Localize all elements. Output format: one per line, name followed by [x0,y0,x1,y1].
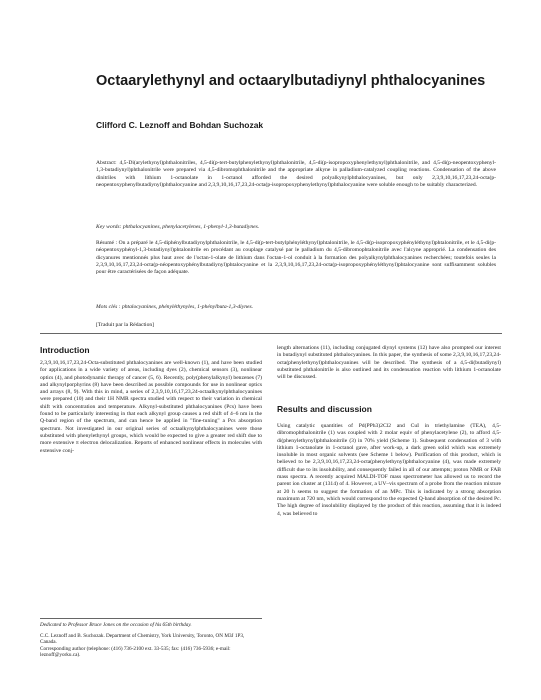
translation-note: [Traduit par la Rédaction] [96,322,155,328]
footnote-affiliation: C.C. Leznoff and B. Suchozak. Department of Chemistry, York University, Toronto, ON M3J 1P3, Canada. [40,632,245,646]
introduction-heading: Introduction [40,345,90,355]
results-heading: Results and discussion [277,404,372,414]
right-column-continuation: length alternations (11), including conjugated diynyl systems (12) have also prompted our interest in butadiynyl substituted phthalocyanines. In this paper, the synthesis of some 2,3,9,10,16,17,23,24-octa(phenylethynyl)phthalocyanines will be described. The synthesis of a 4,5-di(butadiynyl) substituted phthalonitrile is also outlined and its condensation reaction with lithium 1-octanolate will be discussed. [277,345,501,381]
footnote-dedication: Dedicated to Professor Bruce Jones on the occasion of his 65th birthday. [40,622,192,628]
keywords: Key words: phthalocyanines, phenylacetylenes, 1-phenyl-1,3-butadiynes. [96,224,260,230]
paper-authors: Clifford C. Leznoff and Bohdan Suchozak [96,120,264,130]
footnote-corresponding: Corresponding author (telephone: (416) 736-2100 ext. 33-535; fax: (416) 736-5936; e-mail: leznoff@yorku.ca). [40,645,231,659]
introduction-text: 2,3,9,10,16,17,23,24-Octa-substituted phthalocyanines are well-known (1), and have been studied for applications in a wide variety of areas, including dyes (2), chemical sensors (3), nonlinear optics (4), and photodynamic therapy of cancer (5, 6). Recently, poly(phenylalkynyl) benzenes (7) and alkynylporphyrins (8) have been described as possible compounds for use in nonlinear optics and arrays (8, 9). With this in mind, a series of 2,3,9,10,16,17,23,24-octaalkynylphthalocyanines were prepared (10) and their 1H NMR spectra studied with respect to their variation in chemical shift with concentration and temperature. Alkynyl-substituted phthalocyanines (Pcs) have been found to be particularly interesting in that each alkynyl group causes a red shift of 4–6 nm in the Q-band region of the spectrum, and can hence be applied in "fine-tuning" a Pcs absorption spectrum. Not investigated in our original series of octaalkynylphthalocyanines were those substituted with phenylethynyl groups, which would be expected to give a greater red shift due to more extensive π electron delocalization. Reports of enhanced nonlinear effects in molecules with extensive conj- [40,360,262,454]
paper-title: Octaarylethynyl and octaarylbutadiynyl phthalocyanines [96,73,486,89]
results-text: Using catalytic quantities of Pd(PPh3)2Cl2 and CuI in triethylamine (TEA), 4,5-dibromophthalonitrile (1) was coupled with 2 molar equiv of phenylacetylene (2), to afford 4,5-di(phenylethynyl)phthalonitrile (3) in 70% yield (Scheme 1). Subsequent condensation of 3 with lithium 1-octanolate in 1-octanol gave, after work-up, a dark green solid which was extremely insoluble in most organic solvents (see Scheme 1 below). Purification of this product, which is believed to be 2,3,9,10,16,17,23,24-octa(phenylethynyl)phthalocyanine (4), was made extremely difficult due to its insolubility, and consequently failed in all of our attempts; proton NMR or FAB mass spectra. A recently acquired MALDI-TOF mass spectrometer has allowed us to record the parent ion cluster at (1314) of 4. However, a UV–vis spectrum of a probe from the reaction mixture at 20 h seems to suggest the formation of an MPc. This is indicated by a strong absorption maximum at 720 nm, which would correspond to the expected Q-band absorption of the desired Pc. The high degree of insolubility displayed by the product of this reaction, assuming that it is indeed 4, was believed to [277,423,501,517]
abstract: Abstract: 4,5-Di(arylethynyl)phthalonitriles, 4,5-di(p-tert-butylphenylethynyl)phthalonitrile, 4,5-di(p-isopropoxyphenylethynyl)phthalonitrile, and 4,5-di(p-neopentoxyphenyl-1,3-butadiynyl)phthalonitrile were prepared via 4,5-dibromophthalonitrile and the appropriate alkyne in palladium-catalyzed coupling reactions. Condensation of the above dinitriles with lithium 1-octanolate in 1-octanol afforded the desired polyalkynylphthalocyanines, but only 2,3,9,10,16,17,23,24-octa(p-neopentoxyphenylbutadiynyl)phthalocyanine and 2,3,9,10,16,17,23,24-octa(p-isopropoxyphenylethynyl)phthalocyanine were soluble enough to be suitably characterized. [96,160,496,188]
section-divider [40,333,502,334]
mots-cles: Mots clés : phtalocyanines, phényléthynyles, 1-phénylbuta-1,3-diynes. [96,304,254,310]
footnote-box [40,618,262,659]
resume: Résumé : On a préparé le 4,5-diphénylbutadiynylphthalonitrile, le 4,5-di(p-tert-butylphényléthynyl)phtalonitrile, le 4,5-di(p-isopropoxyphényléthynyl)phtalonitrile, et le 4,5-di(p-néopentoxyphényl-1,3-butadiynyl)phtalonitrile en procédant au couplage catalysé par le palladium du 4,5-dibromophtalonitrile avec l'alcyne approprié. La condensation des dicyanures mentionnés plus haut avec de l'octan-1-olate de lithium dans l'octan-1-ol conduit à la formation des polyalkynylphthalocyanines recherchées; toutefois seules la 2,3,9,10,16,17,23,24-octa(p-néopentoxyphénylbutadiynyl)phtalocyanine et la 2,3,9,10,16,17,23,24-octa(p-isopropoxyphényléthynyl)phtalocyanine sont suffisamment solubles pour être caractérisées de façon adéquate. [96,240,496,276]
